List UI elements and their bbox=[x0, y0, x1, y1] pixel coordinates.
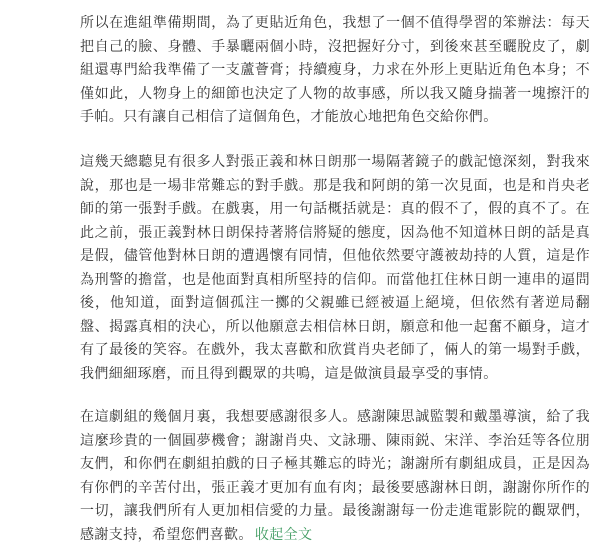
article-paragraph-2: 這幾天總聽見有很多人對張正義和林日朗那一場隔著鏡子的戲記憶深刻，對我來說，那也是一場非常難忘的對手戲。那是我和阿朗的第一次見面，也是和肖央老師的第一張對手戲。在戲裏，用一句話概括就是：真的假不了，假的真不了。在此之前，張正義對林日朗保持著將信將疑的態度，因為他不知道林日朗的話是真是假，儘管他對林日朗的遭遇懷有同情，但他依然要守護被劫持的人質，這是作為刑警的擔當，也是他面對真相所堅持的信仰。而當他扛住林日朗一連串的逼問後，他知道，面對這個孤注一擲的父親雖已經被逼上絕境，但依然有著逆局翻盤、揭露真相的決心，所以他願意去相信林日朗，願意和他一起奮不顧身，這才有了最後的笑容。在戲外，我太喜歡和欣賞肖央老師了，倆人的第一場對手戲，我們細細琢磨，而且得到觀眾的共鳴，這是做演員最享受的事情。 bbox=[80, 154, 590, 382]
collapse-full-text-link[interactable]: 收起全文 bbox=[254, 526, 313, 543]
article-paragraph-3-text: 在這劇組的幾個月裏，我想要感謝很多人。感謝陳思誠監製和戴墨導演，給了我這麼珍貴的一個圓夢機會；謝謝肖央、文詠珊、陳雨鋭、宋洋、李治廷等各位朋友們，和你們在劇組拍戲的日子極其難忘的時光；謝謝所有劇組成員，正是因為有你們的辛苦付出，張正義才更加有血有肉；最後要感謝林日朗，謝謝你所作的一切，讓我們所有人更加相信愛的力量。最後謝謝每一份走進電影院的觀眾們，感謝支持，希望您們喜歡。 bbox=[80, 409, 590, 543]
article-paragraph-1: 所以在進組準備期間，為了更貼近角色，我想了一個不值得學習的笨辦法：每天把自己的臉、身體、手暴曬兩個小時，沒把握好分寸，到後來甚至曬脫皮了，劇組還專門給我準備了一支蘆薈膏；持續瘦身，力求在外形上更貼近角色本身；不僅如此，人物身上的細節也決定了人物的故事感，所以我又隨身揣著一塊擦汗的手帕。只有讓自己相信了這個角色，才能放心地把角色交給你們。 bbox=[80, 15, 590, 125]
article-paragraph-3 bbox=[80, 406, 590, 547]
